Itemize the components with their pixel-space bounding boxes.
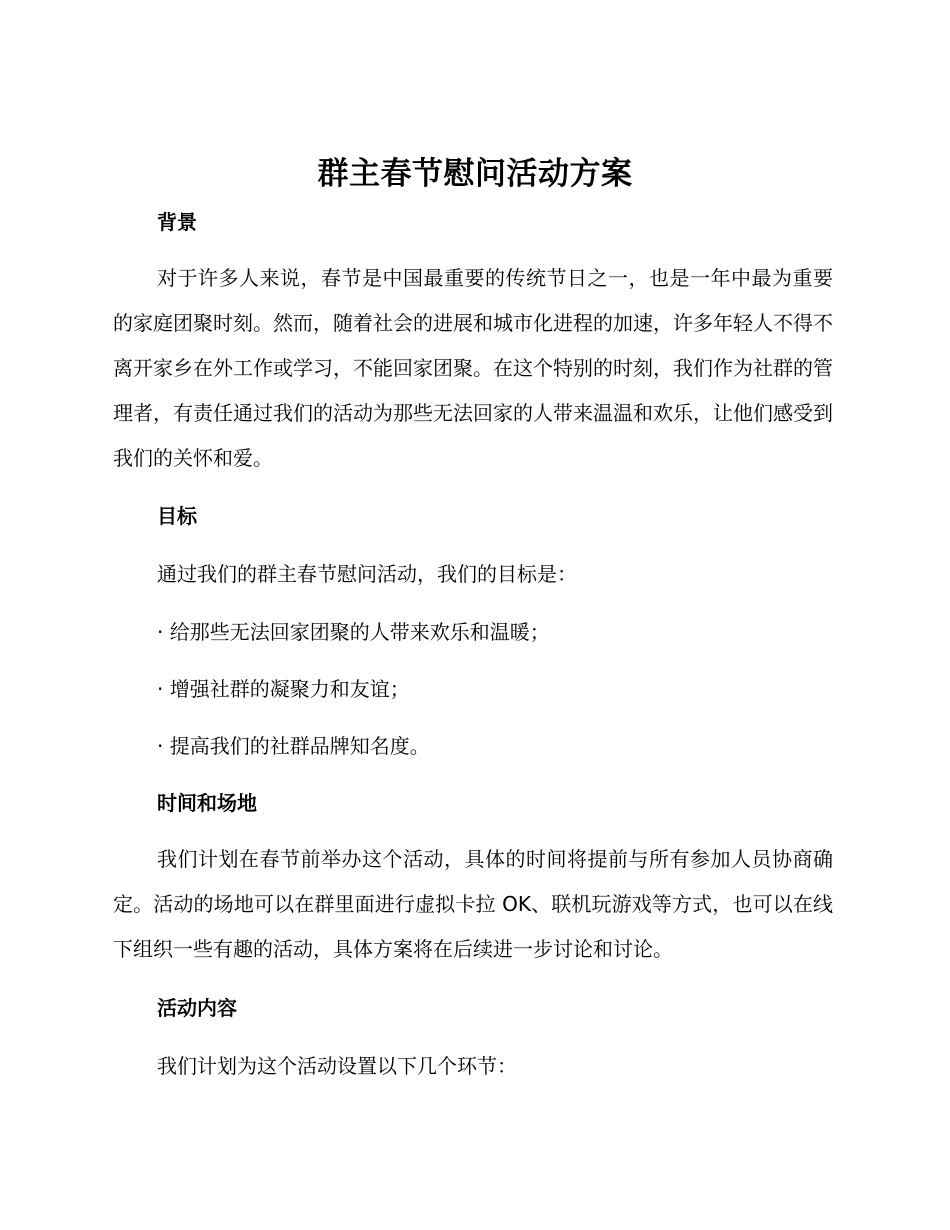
background-paragraph: 对于许多人来说，春节是中国最重要的传统节日之一，也是一年中最为重要的家庭团聚时刻。然而，随着社会的进展和城市化进程的加速，许多年轻人不得不离开家乡在外工作或学习，不能回家团聚。在这个特别的时刻，我们作为社群的管理者，有责任通过我们的活动为那些无法回家的人带来温温和欢乐，让他们感受到我们的关怀和爱。 bbox=[113, 266, 833, 470]
section-heading-content: 活动内容 bbox=[157, 996, 237, 1020]
document-title: 群主春节慰问活动方案 bbox=[317, 156, 633, 192]
section-heading-background: 背景 bbox=[157, 210, 197, 234]
section-heading-goals: 目标 bbox=[157, 504, 197, 528]
content-intro: 我们计划为这个活动设置以下几个环节： bbox=[157, 1054, 517, 1078]
goals-intro: 通过我们的群主春节慰问活动，我们的目标是： bbox=[157, 562, 577, 586]
section-heading-time-venue: 时间和场地 bbox=[157, 791, 257, 815]
time-venue-paragraph: 我们计划在春节前举办这个活动，具体的时间将提前与所有参加人员协商确定。活动的场地可以在群里面进行虚拟卡拉 OK、联机玩游戏等方式，也可以在线下组织一些有趣的活动，具体方案将在后续进一步讨论和讨论。 bbox=[113, 847, 833, 961]
goal-item-1: · 给那些无法回家团聚的人带来欢乐和温暖； bbox=[157, 620, 550, 644]
goal-item-3: · 提高我们的社群品牌知名度。 bbox=[157, 734, 430, 758]
goal-item-2: · 增强社群的凝聚力和友谊； bbox=[157, 677, 410, 701]
